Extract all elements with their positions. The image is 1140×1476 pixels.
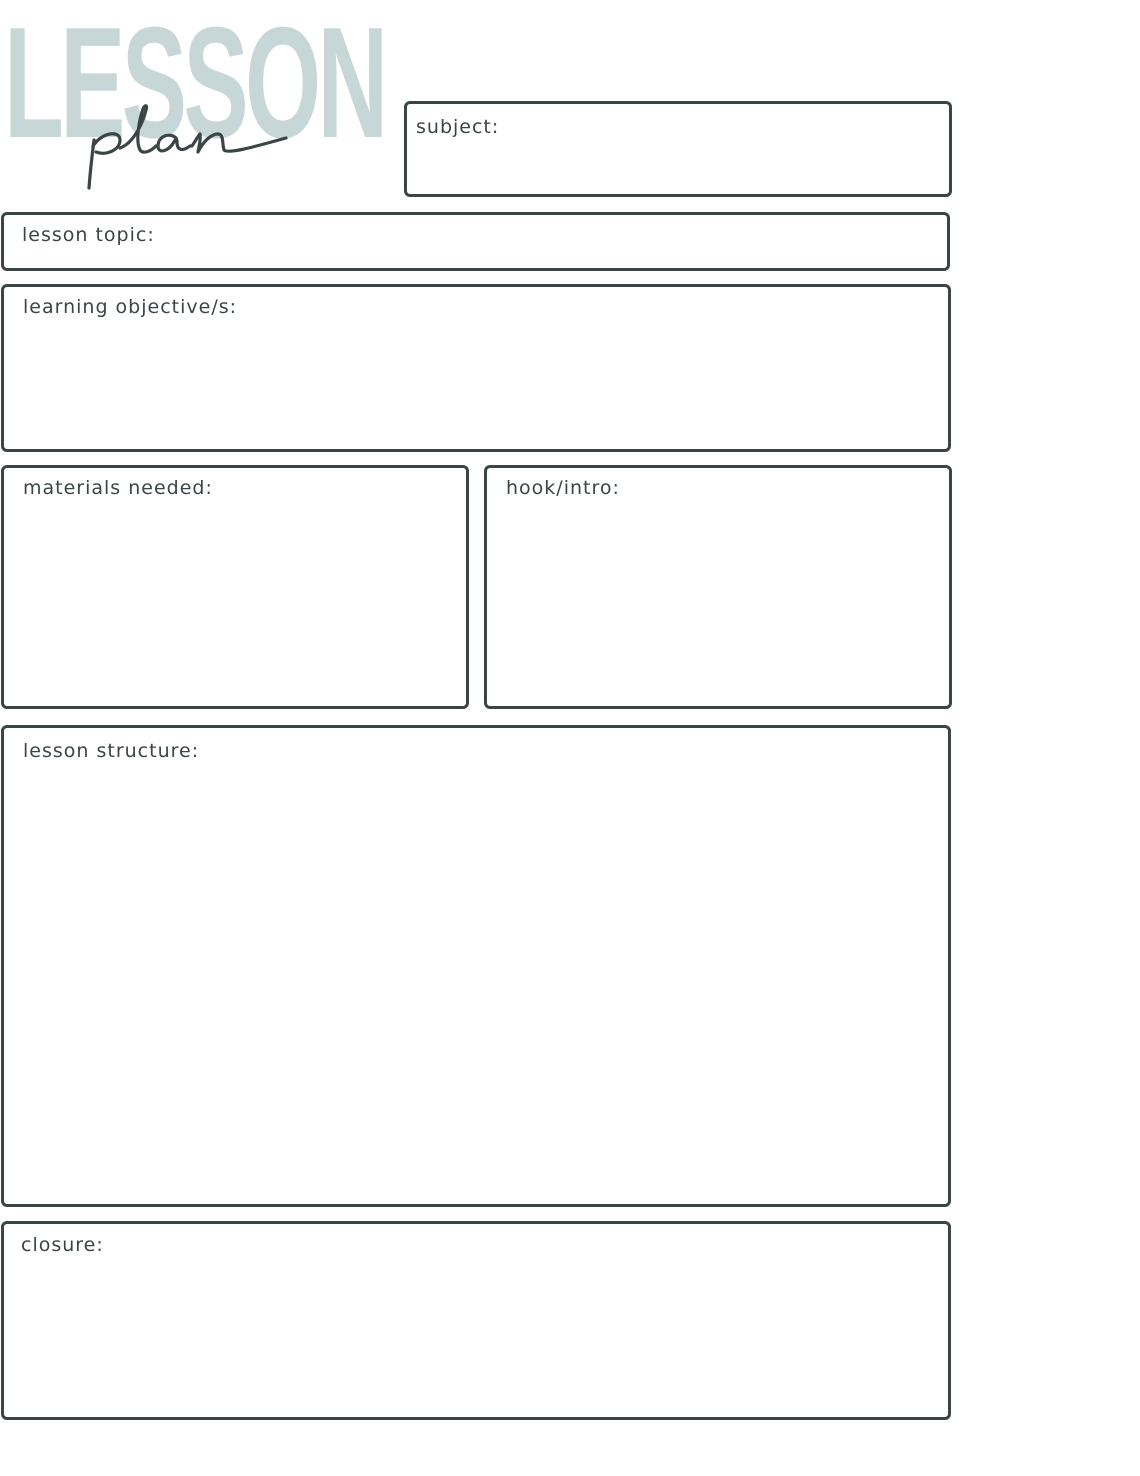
script-subtitle-plan [80,96,300,196]
lesson-structure-box[interactable] [1,725,951,1207]
lesson-topic-label: lesson topic: [22,224,155,246]
page-title: LESSON [4,0,385,171]
closure-box[interactable] [1,1221,951,1420]
hook-intro-label: hook/intro: [506,477,620,499]
subject-label: subject: [416,116,500,138]
materials-needed-label: materials needed: [23,477,213,499]
closure-label: closure: [21,1234,104,1256]
plan-script-graphic [80,96,300,196]
materials-needed-box[interactable] [1,465,469,709]
learning-objectives-label: learning objective/s: [23,296,238,318]
hook-intro-box[interactable] [484,465,952,709]
lesson-structure-label: lesson structure: [23,740,200,762]
